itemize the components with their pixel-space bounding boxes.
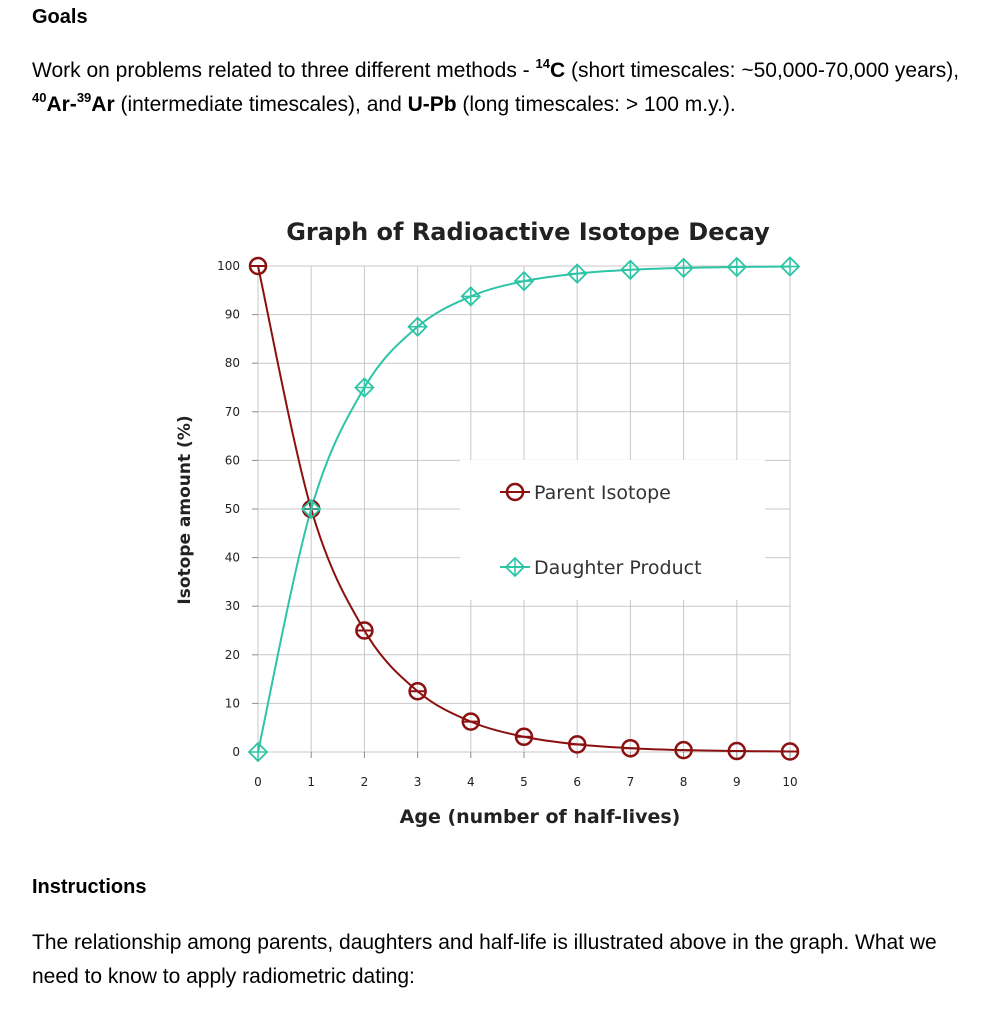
decay-chart [160, 200, 810, 840]
x-tick-label: 1 [307, 775, 316, 789]
y-tick-label: 10 [224, 696, 240, 711]
x-tick-label: 2 [360, 775, 369, 789]
instructions-paragraph: The relationship among parents, daughters and half-life is illustrated above in the graph. What we need to know to apply radiometric dating: [32, 931, 937, 988]
ar40-superscript: 40 [32, 90, 47, 105]
instructions-heading: Instructions [32, 876, 147, 898]
x-axis-label: Age (number of half-lives) [399, 806, 681, 828]
ar39-superscript: 39 [76, 90, 92, 105]
c14-superscript: 14 [535, 56, 550, 71]
x-tick-label: 6 [573, 775, 582, 789]
x-tick-label: 10 [782, 775, 798, 789]
x-tick-label: 8 [679, 775, 688, 789]
y-tick-label: 50 [224, 502, 240, 516]
argon-label-1: Ar- [46, 93, 77, 116]
x-tick-label: 7 [626, 775, 635, 789]
goals-paragraph [32, 54, 962, 122]
x-tick-label: 4 [466, 775, 475, 789]
y-tick-label: 30 [224, 599, 240, 614]
legend-label: Daughter Product [534, 557, 702, 579]
legend-label: Parent Isotope [534, 482, 671, 504]
goals-text-1: Work on problems related to three different methods - [32, 59, 536, 82]
x-tick-label: 3 [413, 775, 422, 789]
y-tick-label: 40 [224, 550, 240, 565]
y-tick-label: 90 [224, 307, 240, 322]
y-tick-label: 70 [224, 404, 240, 419]
goals-text-4: (long timescales: > 100 m.y.). [456, 93, 736, 116]
y-tick-label: 100 [217, 259, 240, 273]
y-axis-label: Isotope amount (%) [175, 415, 195, 605]
legend-box [460, 460, 765, 600]
x-tick-label: 0 [254, 775, 262, 789]
y-tick-label: 20 [224, 647, 240, 662]
goals-heading: Goals [32, 6, 88, 28]
carbon-label: C [549, 59, 566, 82]
goals-text-2: (short timescales: ~50,000-70,000 years), [565, 59, 960, 82]
upb-label: U-Pb [407, 93, 457, 116]
chart-title: Graph of Radioactive Isotope Decay [286, 218, 770, 246]
y-tick-label: 80 [224, 356, 240, 371]
argon-label-2: Ar [91, 93, 115, 116]
y-tick-label: 60 [224, 453, 240, 468]
x-tick-label: 9 [732, 775, 741, 789]
y-tick-label: 0 [232, 745, 240, 759]
x-tick-label: 5 [520, 775, 528, 789]
goals-text-3: (intermediate timescales), and [114, 93, 408, 116]
